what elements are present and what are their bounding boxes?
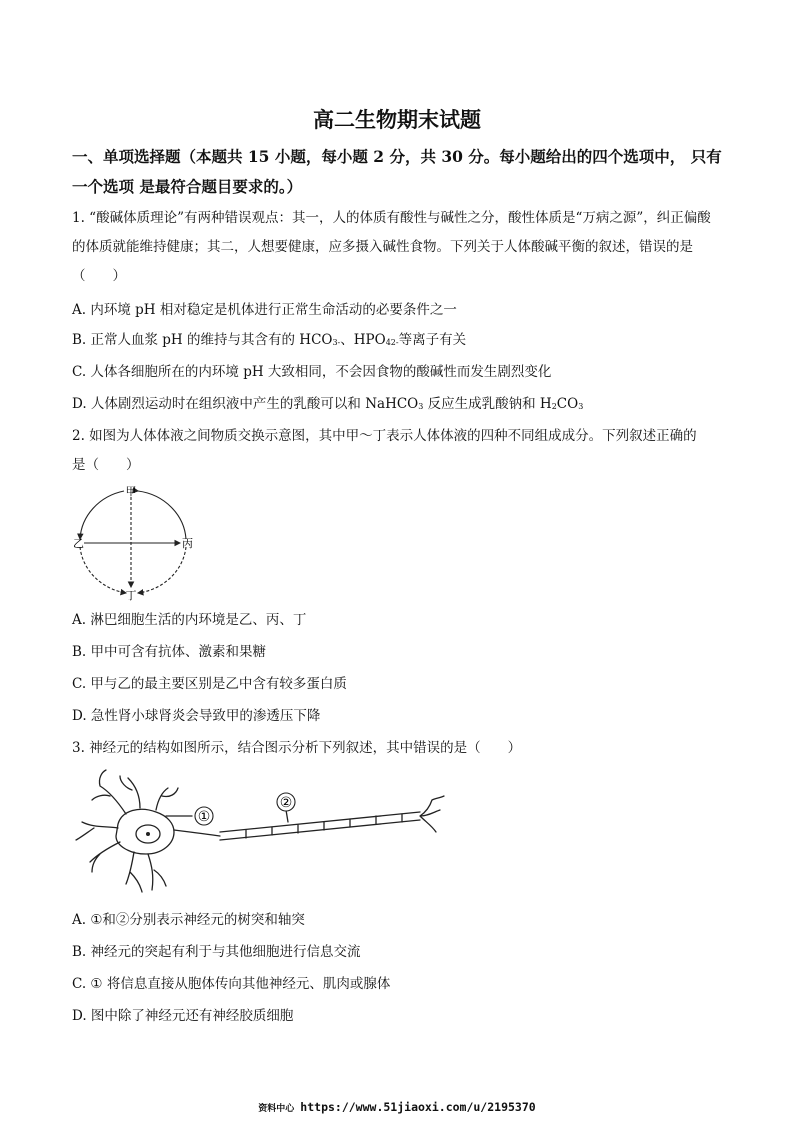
diagram-label-left: 乙 xyxy=(73,537,84,550)
neuron-diagram xyxy=(70,766,446,900)
diagram-label-right: 丙 xyxy=(182,537,193,550)
q1-option-b: B. 正常人血浆 pH 的维持与其含有的 $HCO_{3-}$、$HPO_{42-}$等离子有关 xyxy=(72,332,467,348)
q2-stem-line1: 2. 如图为人体体液之间物质交换示意图，其中甲～丁表示人体体液的四种不同组成成分。下列叙述正确的 xyxy=(72,428,697,444)
q3-stem: 3. 神经元的结构如图所示，结合图示分析下列叙述，其中错误的是（ ） xyxy=(72,740,522,756)
diagram-label-bottom: 丁 xyxy=(125,589,137,601)
page-title: 高二生物期末试题 xyxy=(313,107,481,132)
q3-option-c: C. ① 将信息直接从胞体传向其他神经元、肌肉或腺体 xyxy=(72,976,391,992)
neuron-label-2: ② xyxy=(279,795,293,811)
q3-option-a: A. ①和②分别表示神经元的树突和轴突 xyxy=(72,912,305,928)
neuron-label-1: ① xyxy=(197,809,211,825)
q3-option-b: B. 神经元的突起有利于与其他细胞进行信息交流 xyxy=(72,944,361,960)
q2-option-a: A. 淋巴细胞生活的内环境是乙、丙、丁 xyxy=(72,612,307,628)
footer-brand: 资料中心 xyxy=(258,1104,295,1114)
q2-option-c: C. 甲与乙的最主要区别是乙中含有较多蛋白质 xyxy=(72,676,347,692)
q3-option-d: D. 图中除了神经元还有神经胶质细胞 xyxy=(72,1008,294,1024)
body-fluid-exchange-diagram xyxy=(70,483,202,601)
q1-stem-line3: （ ） xyxy=(72,268,126,284)
q1-option-a: A. 内环境 pH 相对稳定是机体进行正常生命活动的必要条件之一 xyxy=(72,302,457,318)
q2-option-d: D. 急性肾小球肾炎会导致甲的渗透压下降 xyxy=(72,708,321,724)
section-header: 一、单项选择题（本题共 15 小题，每小题 2 分，共 30 分。每小题给出的四个选项中， 只有一个选项 是最符合题目要求的。） xyxy=(72,147,722,196)
q1-stem-line2: 的体质就能维持健康；其二，人想要健康，应多摄入碱性食物。下列关于人体酸碱平衡的叙述，错误的是 xyxy=(72,239,693,255)
diagram-label-top: 甲 xyxy=(125,485,137,498)
q2-option-b: B. 甲中可含有抗体、激素和果糖 xyxy=(72,644,267,660)
footer xyxy=(0,1100,794,1114)
footer-url[interactable]: https://www.51jiaoxi.com/u/2195370 xyxy=(300,1100,536,1114)
q2-stem-line2: 是（ ） xyxy=(72,457,140,473)
q1-option-c: C. 人体各细胞所在的内环境 pH 大致相同，不会因食物的酸碱性而发生剧烈变化 xyxy=(72,364,552,380)
q1-stem-line1: 1. “酸碱体质理论”有两种错误观点：其一，人的体质有酸性与碱性之分，酸性体质是“万病之源”，纠正偏酸 xyxy=(72,210,711,226)
q1-option-d: D. 人体剧烈运动时在组织液中产生的乳酸可以和 NaHCO$_3$ 反应生成乳酸钠和 $H_2CO_3$ xyxy=(72,396,584,412)
